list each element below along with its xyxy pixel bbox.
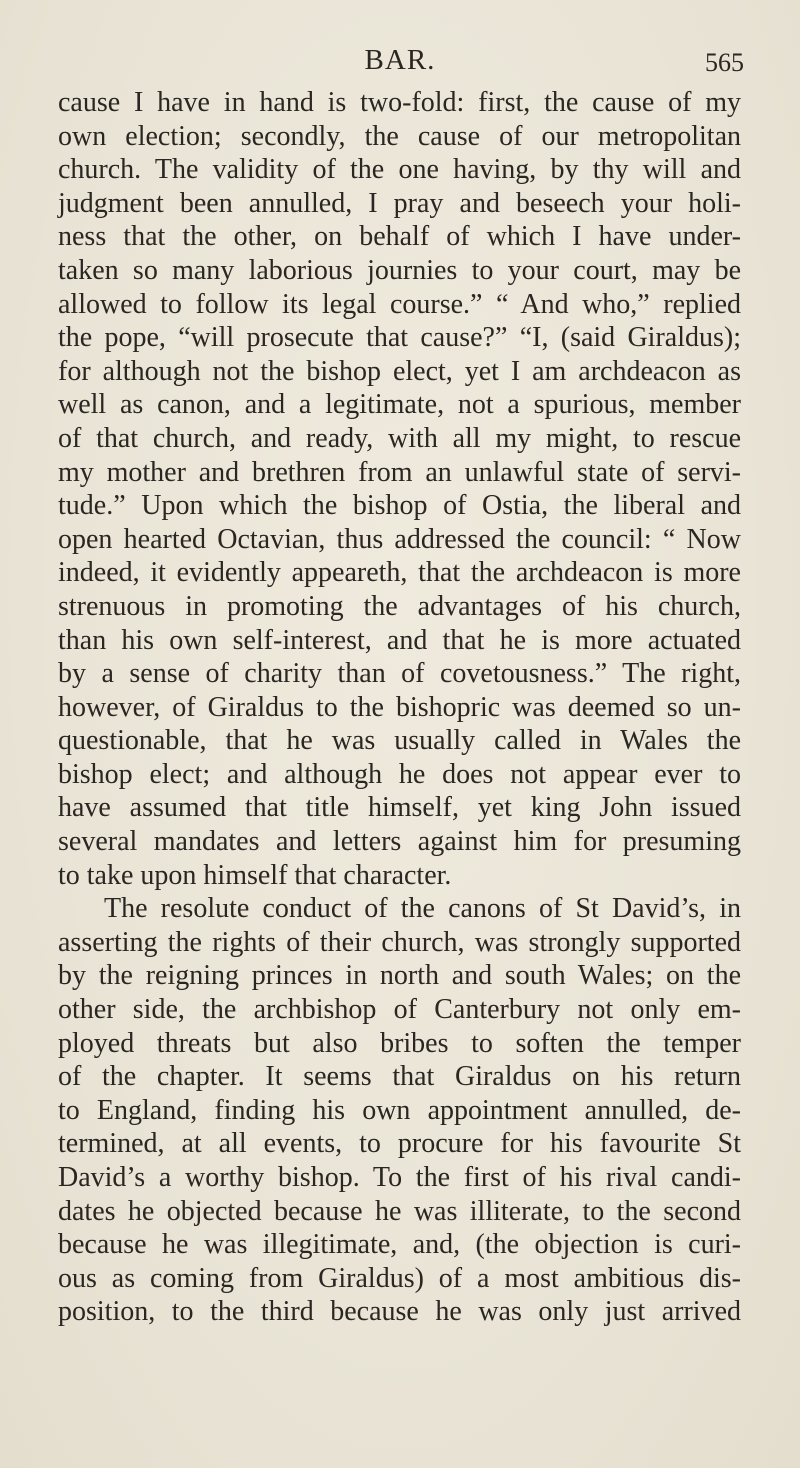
text-line: other side, the archbishop of Canterbury not only em-	[58, 994, 741, 1026]
text-line: taken so many laborious journies to your court, may be	[58, 254, 741, 286]
text-line: bishop elect; and although he does not appear ever to	[58, 758, 741, 790]
text-line: several mandates and letters against him for presuming	[58, 826, 741, 858]
text-line: my mother and brethren from an unlawful state of servi-	[58, 456, 741, 488]
text-line: dates he objected because he was illiterate, to the second	[58, 1195, 741, 1227]
text-line: allowed to follow its legal course.” “ And who,” replied	[58, 288, 741, 320]
body-text	[58, 86, 741, 1329]
text-line: church. The validity of the one having, by thy will and	[58, 154, 741, 186]
text-line: of the chapter. It seems that Giraldus on his return	[58, 1061, 741, 1093]
text-line: to England, finding his own appointment annulled, de-	[58, 1094, 741, 1126]
text-line: the pope, “will prosecute that cause?” “I, (said Giraldus);	[58, 322, 741, 354]
running-head	[60, 44, 744, 80]
text-line: than his own self-interest, and that he is more actuated	[58, 624, 741, 656]
text-line: strenuous in promoting the advantages of his church,	[58, 590, 741, 622]
page-number: 565	[705, 48, 744, 77]
paragraph-end-line: to take upon himself that character.	[58, 859, 452, 891]
text-line: well as canon, and a legitimate, not a spurious, member	[58, 389, 741, 421]
text-line: ployed threats but also bribes to soften the temper	[58, 1027, 741, 1059]
text-line: by a sense of charity than of covetousness.” The right,	[58, 658, 741, 690]
text-line: by the reigning princes in north and south Wales; on the	[58, 960, 741, 992]
text-line: questionable, that he was usually called in Wales the	[58, 725, 741, 757]
text-line: have assumed that title himself, yet king John issued	[58, 792, 741, 824]
text-line: tude.” Upon which the bishop of Ostia, the liberal and	[58, 490, 741, 522]
text-line: position, to the third because he was only just arrived	[58, 1296, 741, 1328]
paragraph-start-line: The resolute conduct of the canons of St David’s, in	[104, 893, 741, 925]
text-line: open hearted Octavian, thus addressed the council: “ Now	[58, 523, 741, 555]
text-line: asserting the rights of their church, was strongly supported	[58, 926, 741, 958]
text-line: ous as coming from Giraldus) of a most ambitious dis-	[58, 1262, 741, 1294]
text-line: for although not the bishop elect, yet I am archdeacon as	[58, 355, 741, 387]
text-line: however, of Giraldus to the bishopric was deemed so un-	[58, 691, 741, 723]
text-line: indeed, it evidently appeareth, that the archdeacon is more	[58, 557, 741, 589]
text-line: of that church, and ready, with all my might, to rescue	[58, 422, 741, 454]
text-line: judgment been annulled, I pray and beseech your holi-	[58, 187, 741, 219]
text-line: ness that the other, on behalf of which I have under-	[58, 221, 741, 253]
running-head-title: BAR.	[364, 44, 436, 76]
text-line: own election; secondly, the cause of our metropolitan	[58, 120, 741, 152]
text-line: cause I have in hand is two-fold: first, the cause of my	[58, 87, 741, 118]
text-line: David’s a worthy bishop. To the first of his rival candi-	[58, 1162, 741, 1193]
text-line: termined, at all events, to procure for his favourite St	[58, 1128, 741, 1160]
text-line: because he was illegitimate, and, (the objection is curi-	[58, 1229, 741, 1261]
